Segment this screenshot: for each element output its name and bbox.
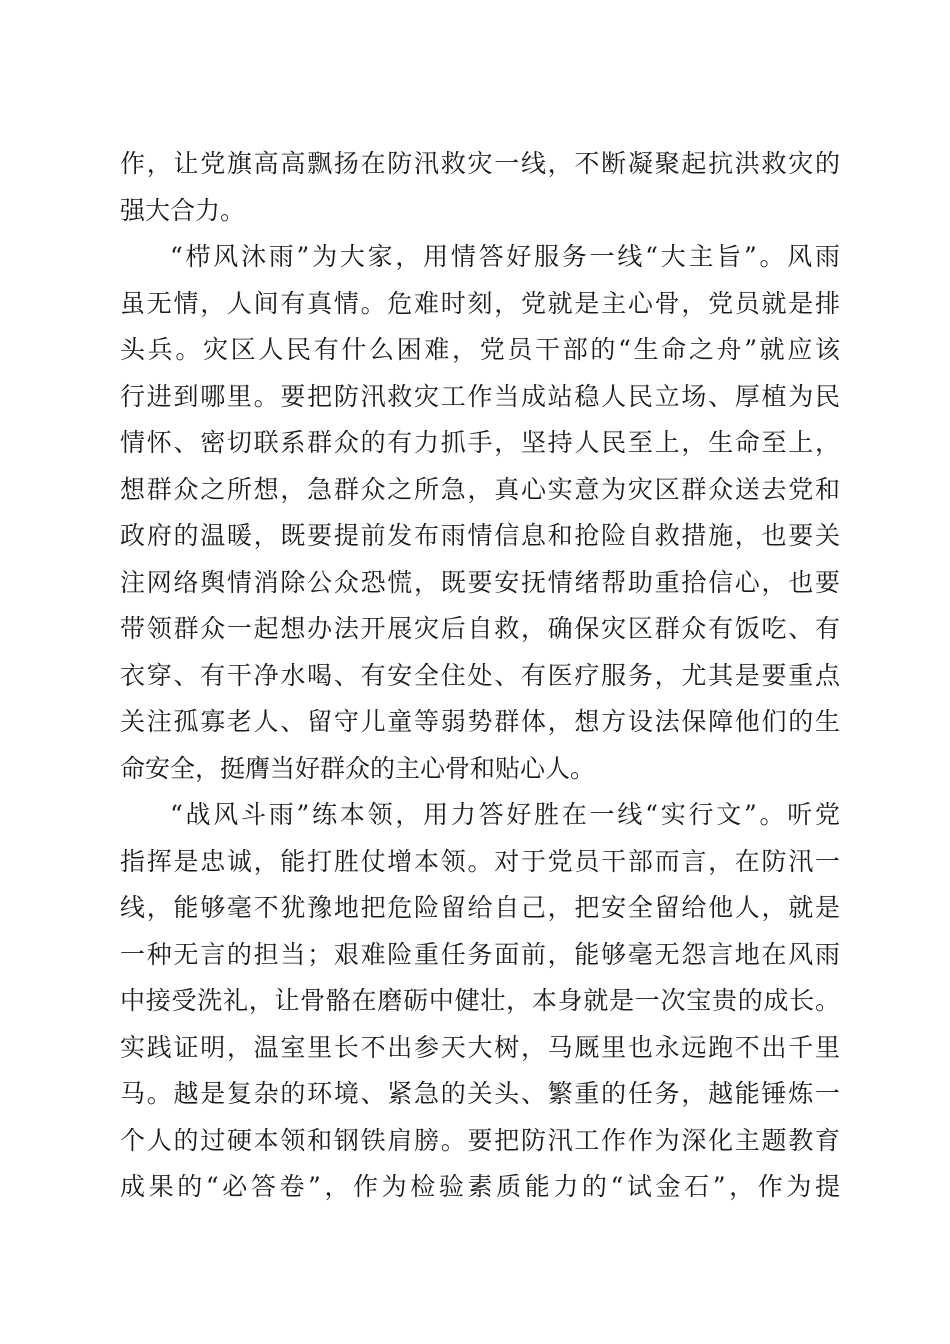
paragraph-2-line-8: 注网络舆情消除公众恐慌，既要安抚情绪帮助重拾信心，也要 — [120, 567, 840, 597]
paragraph-2-line-11: 关注孤寡老人、留守儿童等弱势群体，想方设法保障他们的生 — [120, 707, 840, 736]
paragraph-2-line-2: 虽无情，人间有真情。危难时刻，党就是主心骨，党员就是排 — [120, 288, 840, 318]
paragraph-1-line-1: 作，让党旗高高飘扬在防汛救灾一线，不断凝聚起抗洪救灾的 — [120, 149, 840, 178]
paragraph-2-line-12: 命安全，挺膺当好群众的主心骨和贴心人。 — [120, 753, 596, 783]
paragraph-3-line-2: 指挥是忠诚，能打胜仗增本领。对于党员干部而言，在防汛一 — [120, 846, 840, 876]
paragraph-2-line-10: 衣穿、有干净水喝、有安全住处、有医疗服务，尤其是要重点 — [120, 660, 840, 690]
document-body — [120, 141, 840, 1211]
paragraph-3-line-3: 线，能够毫不犹豫地把危险留给自己，把安全留给他人，就是 — [120, 893, 840, 922]
paragraph-3-line-8: 个人的过硬本领和钢铁肩膀。要把防汛工作作为深化主题教育 — [120, 1125, 840, 1155]
paragraph-2-line-9: 带领群众一起想办法开展灾后自救，确保灾区群众有饭吃、有 — [120, 614, 840, 643]
paragraph-3-line-5: 中接受洗礼，让骨骼在磨砺中健壮，本身就是一次宝贵的成长。 — [120, 986, 840, 1015]
paragraph-3-line-7: 马。越是复杂的环境、紧急的关头、繁重的任务，越能锤炼一 — [120, 1079, 840, 1108]
paragraph-2-line-4: 行进到哪里。要把防汛救灾工作当成站稳人民立场、厚植为民 — [120, 381, 840, 411]
paragraph-2-line-7: 政府的温暖，既要提前发布雨情信息和抢险自救措施，也要关 — [120, 521, 840, 550]
paragraph-2-line-3: 头兵。灾区人民有什么困难，党员干部的“生命之舟”就应该 — [120, 335, 840, 364]
paragraph-3-line-4: 一种无言的担当；艰难险重任务面前，能够毫无怨言地在风雨 — [120, 939, 840, 969]
paragraph-3-line-9: 成果的“必答卷”，作为检验素质能力的“试金石”，作为提 — [120, 1172, 840, 1201]
paragraph-2-line-5: 情怀、密切联系群众的有力抓手，坚持人民至上，生命至上， — [120, 428, 840, 457]
paragraph-2-line-6: 想群众之所想，急群众之所急，真心实意为灾区群众送去党和 — [120, 474, 840, 504]
paragraph-1-line-2: 强大合力。 — [120, 195, 246, 225]
paragraph-3-line-1: “战风斗雨”练本领，用力答好胜在一线“实行文”。听党 — [170, 800, 841, 829]
paragraph-2-line-1: “栉风沐雨”为大家，用情答好服务一线“大主旨”。风雨 — [170, 242, 841, 271]
paragraph-3-line-6: 实践证明，温室里长不出参天大树，马厩里也永远跑不出千里 — [120, 1032, 840, 1062]
